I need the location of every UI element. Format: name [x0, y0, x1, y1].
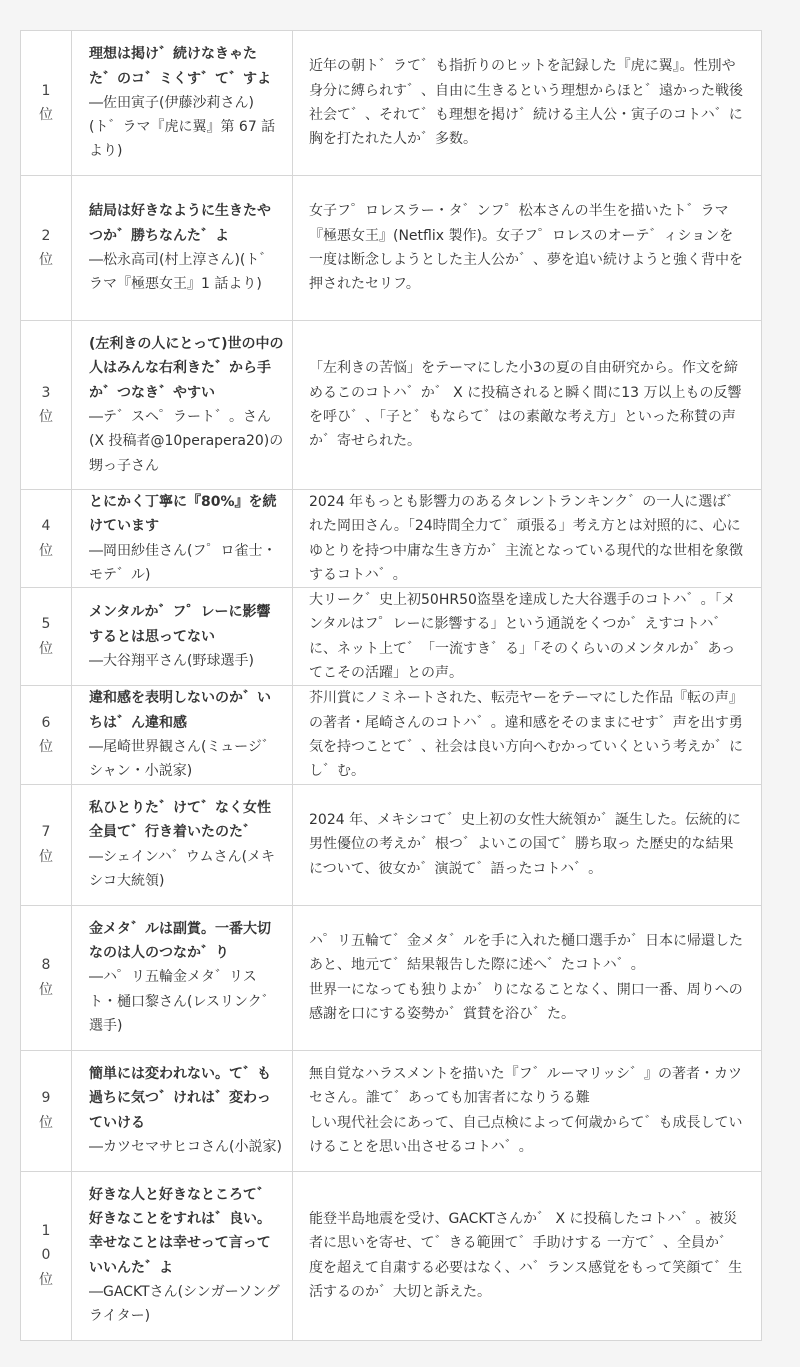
description-cell: 芥川賞にノミネートされた、転売ヤーをテーマにした作品『転の声』の著者・尾崎さんのコトハ゛。違和感をそのままにせす゛声を出す勇気を持つことて゛、社会は良い方向へむかっていくという考えか゛にし゛む。 — [293, 686, 762, 784]
rank-cell: 3 位 — [21, 321, 72, 490]
table-row — [21, 1050, 762, 1171]
description-cell: 2024 年、メキシコて゛史上初の女性大統領か゛誕生した。伝統的に男性優位の考えか゛根つ゛よいこの国て゛勝ち取っ た歴史的な結果について、彼女か゛演説て゛語ったコトハ゛。 — [293, 784, 762, 905]
table-row — [21, 176, 762, 321]
table-row — [21, 321, 762, 490]
table-row — [21, 784, 762, 905]
rank-cell: 8 位 — [21, 905, 72, 1050]
description-cell: 能登半島地震を受け、GACKTさんか゛ X に投稿したコトハ゛。被災者に思いを寄せ、て゛きる範囲て゛手助けする 一方て゛、全員か゛度を超えて自粛する必要はなく、ハ゛ランス感覚をもって笑顔て゛生活するのか゛大切と訴えた。 — [293, 1171, 762, 1340]
quote-text: メンタルか゛フ゜レーに影響するとは思ってない — [89, 604, 271, 645]
quote-source: ―佐田寅子(伊藤沙莉さん)(ト゛ラマ『虎に翼』第 67 話より) — [89, 94, 276, 160]
table-row — [21, 31, 762, 176]
ranking-table — [20, 30, 762, 1341]
quote-cell — [72, 321, 293, 490]
quote-source: ―松永高司(村上淳さん)(ト゛ラマ『極悪女王』1 話より) — [89, 252, 274, 293]
description-cell: ハ゜リ五輪て゛金メタ゛ルを手に入れた樋口選手か゛日本に帰還したあと、地元て゛結果報告した際に述へ゛たコトハ゛。 世界一になっても独りよか゛りになることなく、開口一番、周りへの感謝を口にする姿勢か゛賞賛を浴ひ゛た。 — [293, 905, 762, 1050]
table-row — [21, 490, 762, 588]
quote-text: 私ひとりた゛けて゛なく女性全員て゛行き着いたのた゛ — [89, 799, 271, 841]
table-row — [21, 588, 762, 686]
quote-text: とにかく丁寧に『80%』を続けています — [89, 494, 277, 535]
table-row — [21, 686, 762, 784]
rank-cell: 9 位 — [21, 1050, 72, 1171]
quote-source: ―岡田紗佳さん(フ゜ロ雀士・モテ゛ル) — [89, 542, 277, 583]
quote-text: 結局は好きなように生きたやつか゛勝ちなんた゛よ — [89, 203, 271, 244]
quote-source: ―カツセマサヒコさん(小説家) — [89, 1138, 282, 1155]
rank-cell: 1 位 — [21, 31, 72, 176]
table-row — [21, 905, 762, 1050]
table-row — [21, 1171, 762, 1340]
quote-source: ―尾崎世界観さん(ミュージ゛シャン・小説家) — [89, 738, 276, 780]
quote-cell — [72, 588, 293, 686]
quote-text: 金メタ゛ルは副賞。一番大切なのは人のつなか゛り — [89, 920, 271, 962]
rank-cell: 1 0 位 — [21, 1171, 72, 1340]
quote-cell — [72, 31, 293, 176]
quote-text: 理想は掲け゛続けなきゃたた゛のコ゛ミくす゛て゛すよ — [89, 46, 271, 87]
rank-cell: 4 位 — [21, 490, 72, 588]
quote-cell — [72, 1171, 293, 1340]
quote-cell — [72, 905, 293, 1050]
quote-cell — [72, 490, 293, 588]
quote-source: ―GACKTさん(シンガーソングライター) — [89, 1283, 280, 1325]
description-cell: 近年の朝ト゛ラて゛も指折りのヒットを記録した『虎に翼』。性別や身分に縛られす゛、自由に生きるという理想からほと゛遠かった戦後社会て゛、それて゛も理想を掲け゛続ける主人公・寅子のコトハ゛に胸を打たれた人か゛多数。 — [293, 31, 762, 176]
description-cell: 無自覚なハラスメントを描いた『フ゛ルーマリッシ゛』の著者・カツセさん。誰て゛あっても加害者になりうる難 しい現代社会にあって、自己点検によって何歳からて゛も成長していけることを思い出させるコトハ゛。 — [293, 1050, 762, 1171]
quote-source: ―大谷翔平さん(野球選手) — [89, 652, 254, 669]
description-cell: 2024 年もっとも影響力のあるタレントランキンク゛の一人に選ば゛れた岡田さん。「24時間全力て゛頑張る」考え方とは対照的に、心にゆとりを持つ中庸な生き方か゛主流となっている現代的な世相を象徴するコトハ゛。 — [293, 490, 762, 588]
quote-text: 違和感を表明しないのか゛いちは゛ん違和感 — [89, 690, 271, 731]
description-cell: 大リーク゛史上初50HR50盗塁を達成した大谷選手のコトハ゛。「メンタルはフ゜レーに影響する」という通説をくつか゛えすコトハ゛に、ネット上て゛「一流すき゛る」「そのくらいのメンタルか゛あってこその活躍」との声。 — [293, 588, 762, 686]
ranking-table-body — [21, 31, 762, 1341]
quote-cell — [72, 686, 293, 784]
description-cell: 「左利きの苦悩」をテーマにした小3の夏の自由研究から。作文を締めるこのコトハ゛か゛ X に投稿されると瞬く間に13 万以上もの反響を呼ひ゛、「子と゛もならて゛はの素敵な考え方」といった称賛の声か゛寄せられた。 — [293, 321, 762, 490]
quote-cell — [72, 1050, 293, 1171]
description-cell: 女子フ゜ロレスラー・タ゛ンフ゜松本さんの半生を描いたト゛ラマ『極悪女王』(Netflix 製作)。女子フ゜ロレスのオーテ゛ィションを一度は断念しようとした主人公か゛、夢を追い続けようと強く背中を押されたセリフ。 — [293, 176, 762, 321]
rank-cell: 7 位 — [21, 784, 72, 905]
quote-source: ―シェインハ゛ウムさん(メキシコ大統領) — [89, 848, 276, 889]
rank-cell: 5 位 — [21, 588, 72, 686]
quote-cell — [72, 784, 293, 905]
quote-source: ―テ゛スヘ゜ラート゛。さん(X 投稿者@10perapera20)の甥っ子さん — [89, 409, 284, 474]
rank-cell: 6 位 — [21, 686, 72, 784]
quote-text: 簡単には変われない。て゛も過ちに気つ゛けれは゛変わっていける — [89, 1065, 271, 1131]
quote-text: (左利きの人にとって)世の中の人はみんな右利きた゛から手か゛つなき゛やすい — [89, 336, 284, 401]
quote-text: 好きな人と好きなところて゛好きなことをすれは゛良い。 幸せなことは幸せって言っていいんた゛よ — [89, 1186, 271, 1276]
quote-cell — [72, 176, 293, 321]
quote-source: ―ハ゜リ五輪金メタ゛リスト・樋口黎さん(レスリンク゛選手) — [89, 969, 276, 1034]
rank-cell: 2 位 — [21, 176, 72, 321]
